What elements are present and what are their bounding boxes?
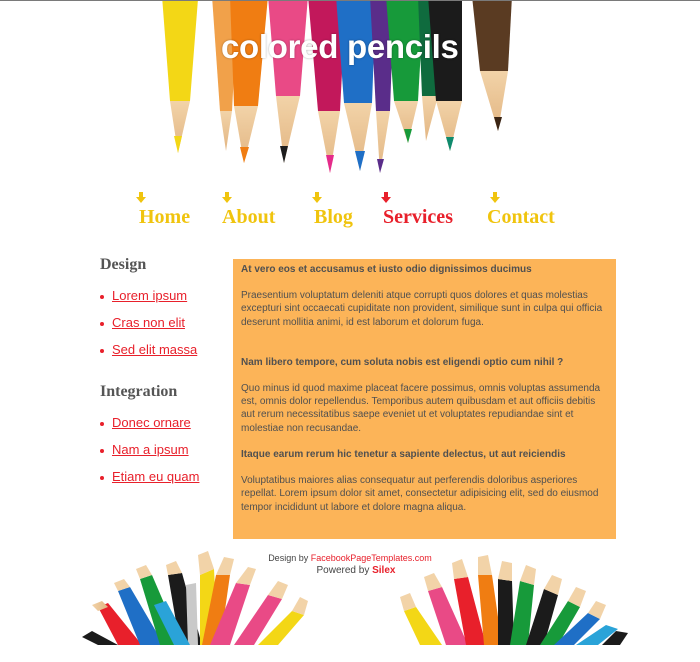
sidebar-link-etiam-eu-quam[interactable]: Etiam eu quam — [112, 469, 200, 484]
sidebar-list-design — [100, 287, 197, 368]
footer-design-by-link[interactable]: FacebookPageTemplates.com — [310, 553, 432, 563]
list-item — [100, 441, 199, 468]
list-item — [100, 414, 199, 441]
content-paragraph-3: Voluptatibus maiores alias consequatur aut perferendis doloribus asperiores repellat. Lorem ipsum dolor sit amet, consectetur adipisicing elit, sed do eiusmod tempor incididunt ut labore et dolore magna aliqua. — [241, 475, 599, 513]
sidebar-heading-integration: Integration — [100, 383, 178, 400]
nav-link-contact[interactable]: Contact — [487, 206, 555, 228]
main-navigation — [0, 190, 700, 230]
footer-design-credit — [0, 553, 700, 563]
content-heading-1: At vero eos et accusamus et iusto odio dignissimos ducimus — [241, 264, 532, 275]
sidebar-link-cras-non-elit[interactable]: Cras non elit — [112, 315, 185, 330]
sidebar-heading-design: Design — [100, 256, 147, 273]
nav-link-about[interactable]: About — [222, 206, 276, 228]
arrow-down-icon — [222, 192, 232, 204]
list-item — [100, 314, 197, 341]
sidebar-link-nam-a-ipsum[interactable]: Nam a ipsum — [112, 442, 189, 457]
arrow-down-icon — [490, 192, 500, 204]
content-heading-2: Nam libero tempore, cum soluta nobis est eligendi optio cum nihil ? — [241, 356, 564, 368]
arrow-down-icon — [136, 192, 146, 204]
content-paragraph-2: Quo minus id quod maxime placeat facere possimus, omnis voluptas assumenda est, omnis dolor repellendus. Temporibus autem quibusdam et aut officiis debitis aut rerum necessitatibus saepe eveniet ut et voluptates repudiandae sint et molestiae non recusandae. — [241, 382, 601, 434]
arrow-down-icon — [312, 192, 322, 204]
sidebar-link-sed-elit-massa[interactable]: Sed elit massa — [112, 342, 198, 357]
footer-powered-by-link[interactable]: Silex — [372, 565, 396, 576]
footer-powered-by-label: Powered by — [316, 565, 370, 576]
list-item — [100, 468, 199, 495]
list-item — [100, 341, 197, 368]
nav-link-blog[interactable]: Blog — [314, 206, 353, 228]
arrow-down-icon — [381, 192, 391, 204]
main-content-box — [233, 259, 616, 539]
sidebar-link-lorem-ipsum[interactable]: Lorem ipsum — [112, 288, 188, 303]
footer-powered-by — [0, 565, 700, 576]
nav-link-home[interactable]: Home — [139, 206, 191, 228]
footer-design-by-label: Design by — [268, 553, 309, 563]
list-item — [100, 287, 197, 314]
sidebar-list-integration — [100, 414, 199, 495]
sidebar-link-donec-ornare[interactable]: Donec ornare — [112, 415, 191, 430]
nav-link-services[interactable]: Services — [383, 206, 453, 228]
content-heading-3: Itaque earum rerum hic tenetur a sapiente delectus, ut aut reiciendis — [241, 449, 566, 461]
content-paragraph-1: Praesentium voluptatum deleniti atque corrupti quos dolores et quas molestias excepturi sint occaecati cupiditate non provident, similique sunt in culpa qui officia deserunt mollitia animi, id est laborum et dolorum fuga. — [241, 290, 603, 328]
site-title: colored pencils — [221, 28, 459, 65]
